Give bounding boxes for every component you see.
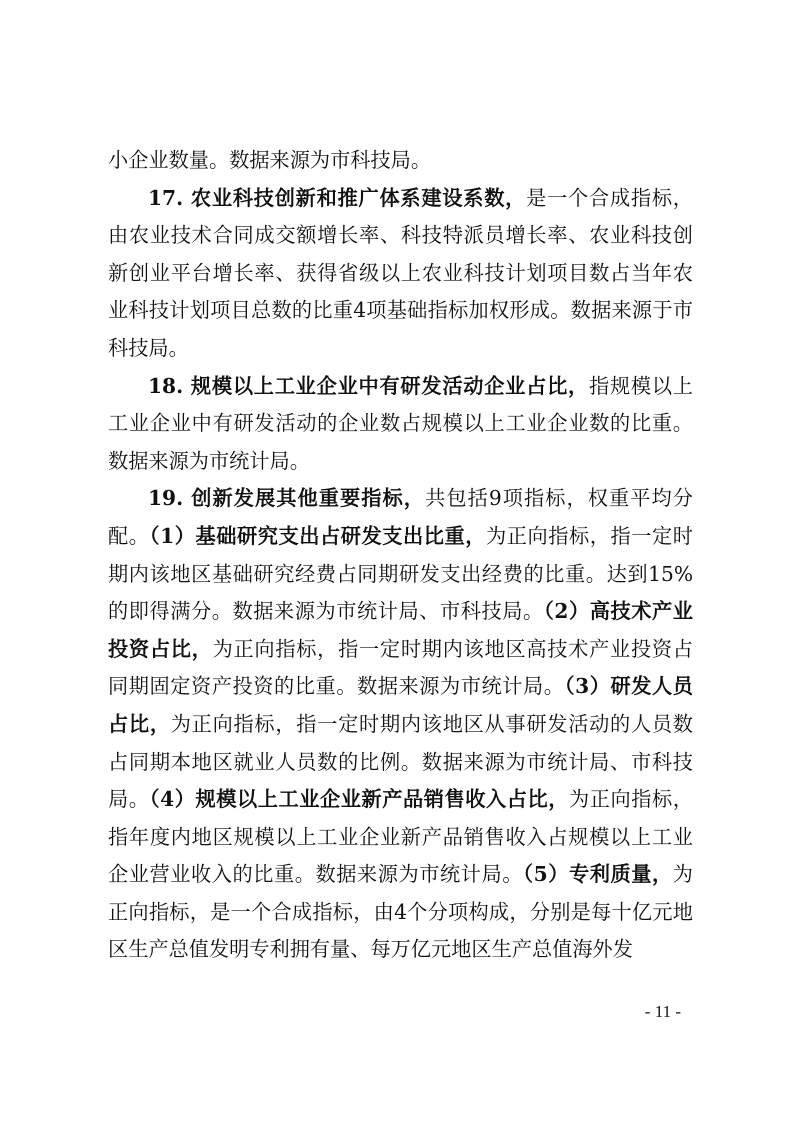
item-18-text: 指规模以上工业企业中有研发活动的企业数占规模以上工业企业数的比重。数据来源为市统计局。 bbox=[108, 373, 693, 473]
paragraph-continued bbox=[108, 142, 693, 180]
sub-item-2-text: 为正向指标，指一定时期内该地区高技术产业投资占同期固定资产投资的比重。数据来源为市统计局。 bbox=[108, 636, 693, 699]
sub-item-5-heading: （5）专利质量， bbox=[523, 862, 673, 887]
item-19-heading: 19. 创新发展其他重要指标， bbox=[148, 486, 426, 511]
item-17-heading: 17. 农业科技创新和推广体系建设系数， bbox=[148, 185, 527, 210]
document-body bbox=[108, 142, 693, 969]
page-number: - 11 - bbox=[644, 1002, 681, 1021]
sub-item-3-text: 为正向指标，指一定时期内该地区从事研发活动的人员数占同期本地区就业人员数的比例。数据来源为市统计局、市科技局。 bbox=[108, 711, 693, 812]
sub-item-4-heading: （4）规模以上工业企业新产品销售收入占比， bbox=[149, 787, 570, 812]
item-19 bbox=[108, 480, 693, 969]
sub-item-2-heading: （2）高技术产业投资占比， bbox=[108, 599, 693, 661]
sub-item-3-heading: （3）研发人员占比， bbox=[108, 674, 693, 736]
item-17-text: 是一个合成指标，由农业技术合同成交额增长率、科技特派员增长率、农业科技创新创业平台增长率、获得省级以上农业科技计划项目数占当年农业科技计划项目总数的比重4项基础指标加权形成。数据来源于市科技局。 bbox=[108, 185, 693, 360]
item-17 bbox=[108, 180, 693, 368]
item-18 bbox=[108, 368, 693, 481]
sub-item-1-heading: （1）基础研究支出占研发支出比重， bbox=[149, 523, 487, 548]
paragraph-text: 小企业数量。数据来源为市科技局。 bbox=[108, 148, 432, 172]
sub-item-5-text: 为正向指标，是一个合成指标，由4个分项构成，分别是每十亿元地区生产总值发明专利拥有量、每万亿元地区生产总值海外发 bbox=[108, 862, 693, 962]
item-18-heading: 18. 规模以上工业企业中有研发活动企业占比， bbox=[148, 373, 589, 398]
sub-item-4-text: 为正向指标，指年度内地区规模以上工业企业新产品销售收入占规模以上工业企业营业收入的比重。数据来源为市统计局。 bbox=[108, 787, 693, 887]
item-19-intro: 共包括9项指标，权重平均分配。 bbox=[108, 486, 693, 548]
sub-item-1-text: 为正向指标，指一定时期内该地区基础研究经费占同期研发支出经费的比重。达到15%的即得满分。数据来源为市统计局、市科技局。 bbox=[108, 523, 693, 624]
